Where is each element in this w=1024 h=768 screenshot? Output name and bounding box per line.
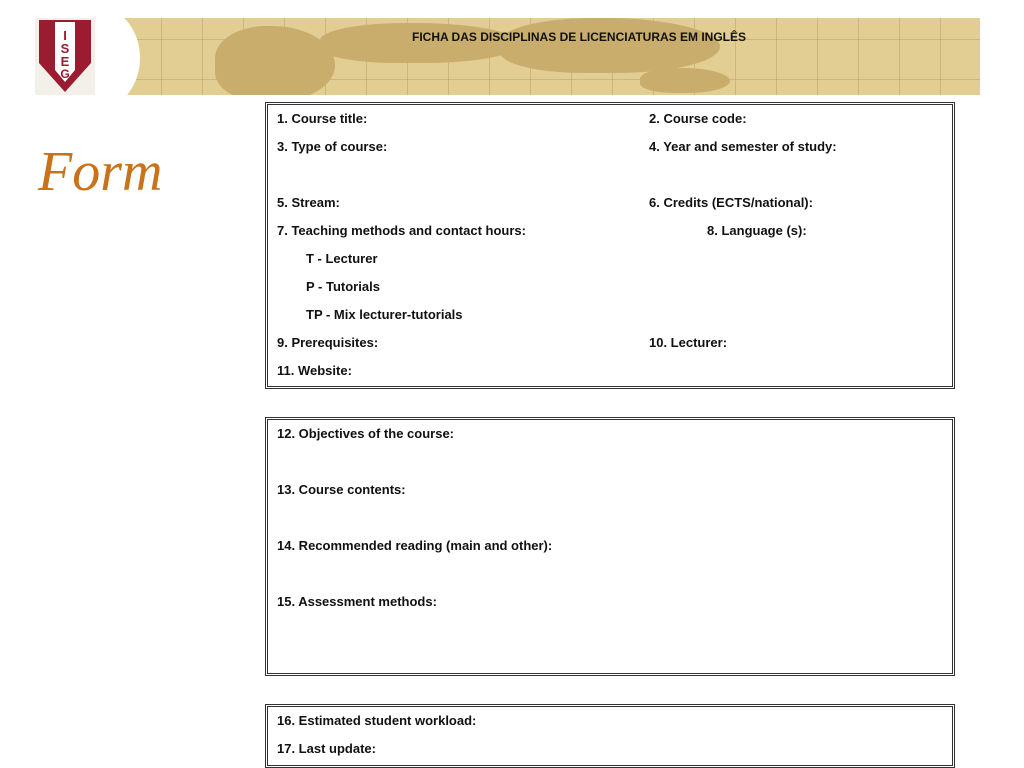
workload-box: [265, 704, 955, 768]
field-type: 3. Type of course:: [277, 139, 388, 154]
field-contents: 13. Course contents:: [277, 482, 406, 497]
form-heading: Form: [38, 141, 163, 203]
header-title: FICHA DAS DISCIPLINAS DE LICENCIATURAS EM INGLÊS: [412, 30, 747, 44]
svg-text:G: G: [60, 67, 70, 81]
field-credits: 6. Credits (ECTS/national):: [649, 195, 813, 210]
method-lecturer: T - Lecturer: [306, 251, 378, 266]
field-teaching-methods: 7. Teaching methods and contact hours:: [277, 223, 526, 238]
field-stream: 5. Stream:: [277, 195, 340, 210]
field-course-title: 1. Course title:: [277, 111, 368, 126]
method-tutorials: P - Tutorials: [306, 279, 380, 294]
field-reading: 14. Recommended reading (main and other):: [277, 538, 553, 553]
field-assessment: 15. Assessment methods:: [277, 594, 437, 609]
field-language: 8. Language (s):: [707, 223, 807, 238]
field-year-semester: 4. Year and semester of study:: [649, 139, 837, 154]
svg-text:I: I: [63, 28, 67, 43]
field-website: 11. Website:: [277, 363, 352, 378]
field-prerequisites: 9. Prerequisites:: [277, 335, 379, 350]
method-mix: TP - Mix lecturer-tutorials: [306, 307, 463, 322]
svg-text:E: E: [60, 54, 70, 69]
field-course-code: 2. Course code:: [649, 111, 747, 126]
field-workload: 16. Estimated student workload:: [277, 713, 477, 728]
field-objectives: 12. Objectives of the course:: [277, 426, 455, 441]
field-last-update: 17. Last update:: [277, 741, 376, 756]
svg-text:S: S: [60, 41, 70, 56]
iseg-logo: [35, 18, 95, 95]
course-info-box: [265, 102, 955, 389]
field-lecturer: 10. Lecturer:: [649, 335, 728, 350]
course-content-box: [265, 417, 955, 676]
